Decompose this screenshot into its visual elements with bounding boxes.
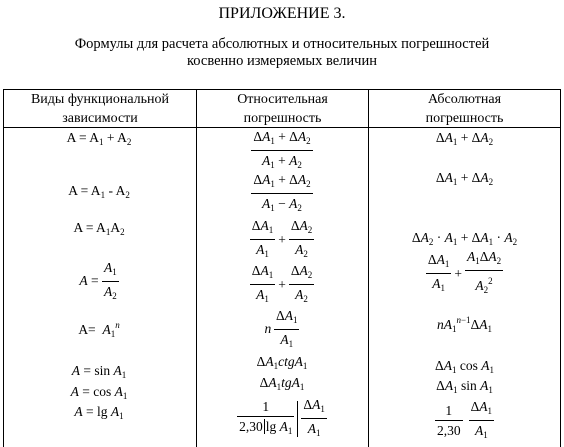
row-8-function: $A = \lg A_1$: [74, 404, 124, 421]
row-5-function: $A= A_1^n$: [78, 320, 120, 339]
row-3-absolute: $\Delta A_2 \cdot A_1 + \Delta A_1 \cdot A_2$: [411, 230, 518, 247]
column-header-function-line-1: Виды функциональной: [30, 92, 170, 107]
row-5-relative: n $\frac{\Delta A_1}{A_1}$: [264, 308, 298, 349]
appendix-heading: ПРИЛОЖЕНИЕ 3.: [218, 5, 346, 22]
column-header-relative-line-2: погрешность: [243, 111, 322, 126]
column-header-relative-line-1: Относительная: [237, 92, 328, 107]
row-1-relative: $\frac{\Delta A_1 + \Delta A_2}{A_1 + A_2}$: [253, 129, 311, 170]
column-header-function-line-2: зависимости: [62, 111, 138, 126]
row-7-function: $A = \cos A_1$: [70, 384, 128, 401]
row-2-function: $A = A_1 - A_2$: [68, 183, 130, 200]
column-header-absolute: [369, 90, 560, 128]
row-7-absolute: $\Delta A_1$ $\sin A_1$: [436, 378, 493, 395]
row-6-relative: $\Delta A_1ctgA_1$: [256, 354, 308, 371]
row-2-relative: $\frac{\Delta A_1 + \Delta A_2}{A_1 - A_2}$: [253, 172, 311, 213]
table-title-line-2: косвенно измеряемых величин: [187, 53, 377, 69]
row-2-absolute: $\Delta A_1 + \Delta A_2$: [435, 170, 494, 187]
row-4-absolute: $\frac{\Delta A_1}{A_1}$ + $\frac{A_1\Delta A_2}{A_2^2}$: [427, 249, 502, 295]
row-8-relative: $\frac{1}{2,30 \lg A_1}$ $\frac{\Delta A_1}{A_1}$: [239, 397, 325, 438]
row-8-absolute: $\frac{1}{2,30}$ $\frac{\Delta A_1}{A_1}$: [436, 399, 493, 440]
column-header-absolute-line-2: погрешность: [425, 111, 504, 126]
row-4-relative: $\frac{\Delta A_1}{A_1}$ + $\frac{\Delta A_2}{A_2}$: [251, 263, 313, 304]
column-header-relative: [197, 90, 368, 128]
row-7-relative: $\Delta A_1tgA_1$: [259, 375, 305, 392]
row-5-absolute: $nA_1^{n-1}\Delta A_1$: [436, 315, 492, 334]
row-6-absolute: $\Delta A_1$ $\cos A_1$: [435, 358, 494, 375]
row-4-function: A = $\frac{A_1}{A_2}$: [79, 260, 117, 301]
row-6-function: $A = \sin A_1$: [71, 363, 127, 380]
column-header-function: [4, 90, 196, 128]
row-1-function: $A = A_1 + A_2$: [66, 130, 132, 147]
row-1-absolute: $\Delta A_1 + \Delta A_2$: [435, 130, 494, 147]
table-title-line-1: Формулы для расчета абсолютных и относительных погрешностей: [74, 36, 490, 52]
row-3-relative: $\frac{\Delta A_1}{A_1}$ + $\frac{\Delta A_2}{A_2}$: [251, 218, 313, 259]
column-header-absolute-line-1: Абсолютная: [427, 92, 502, 107]
row-3-function: $A = A_1A_2$: [73, 220, 125, 237]
